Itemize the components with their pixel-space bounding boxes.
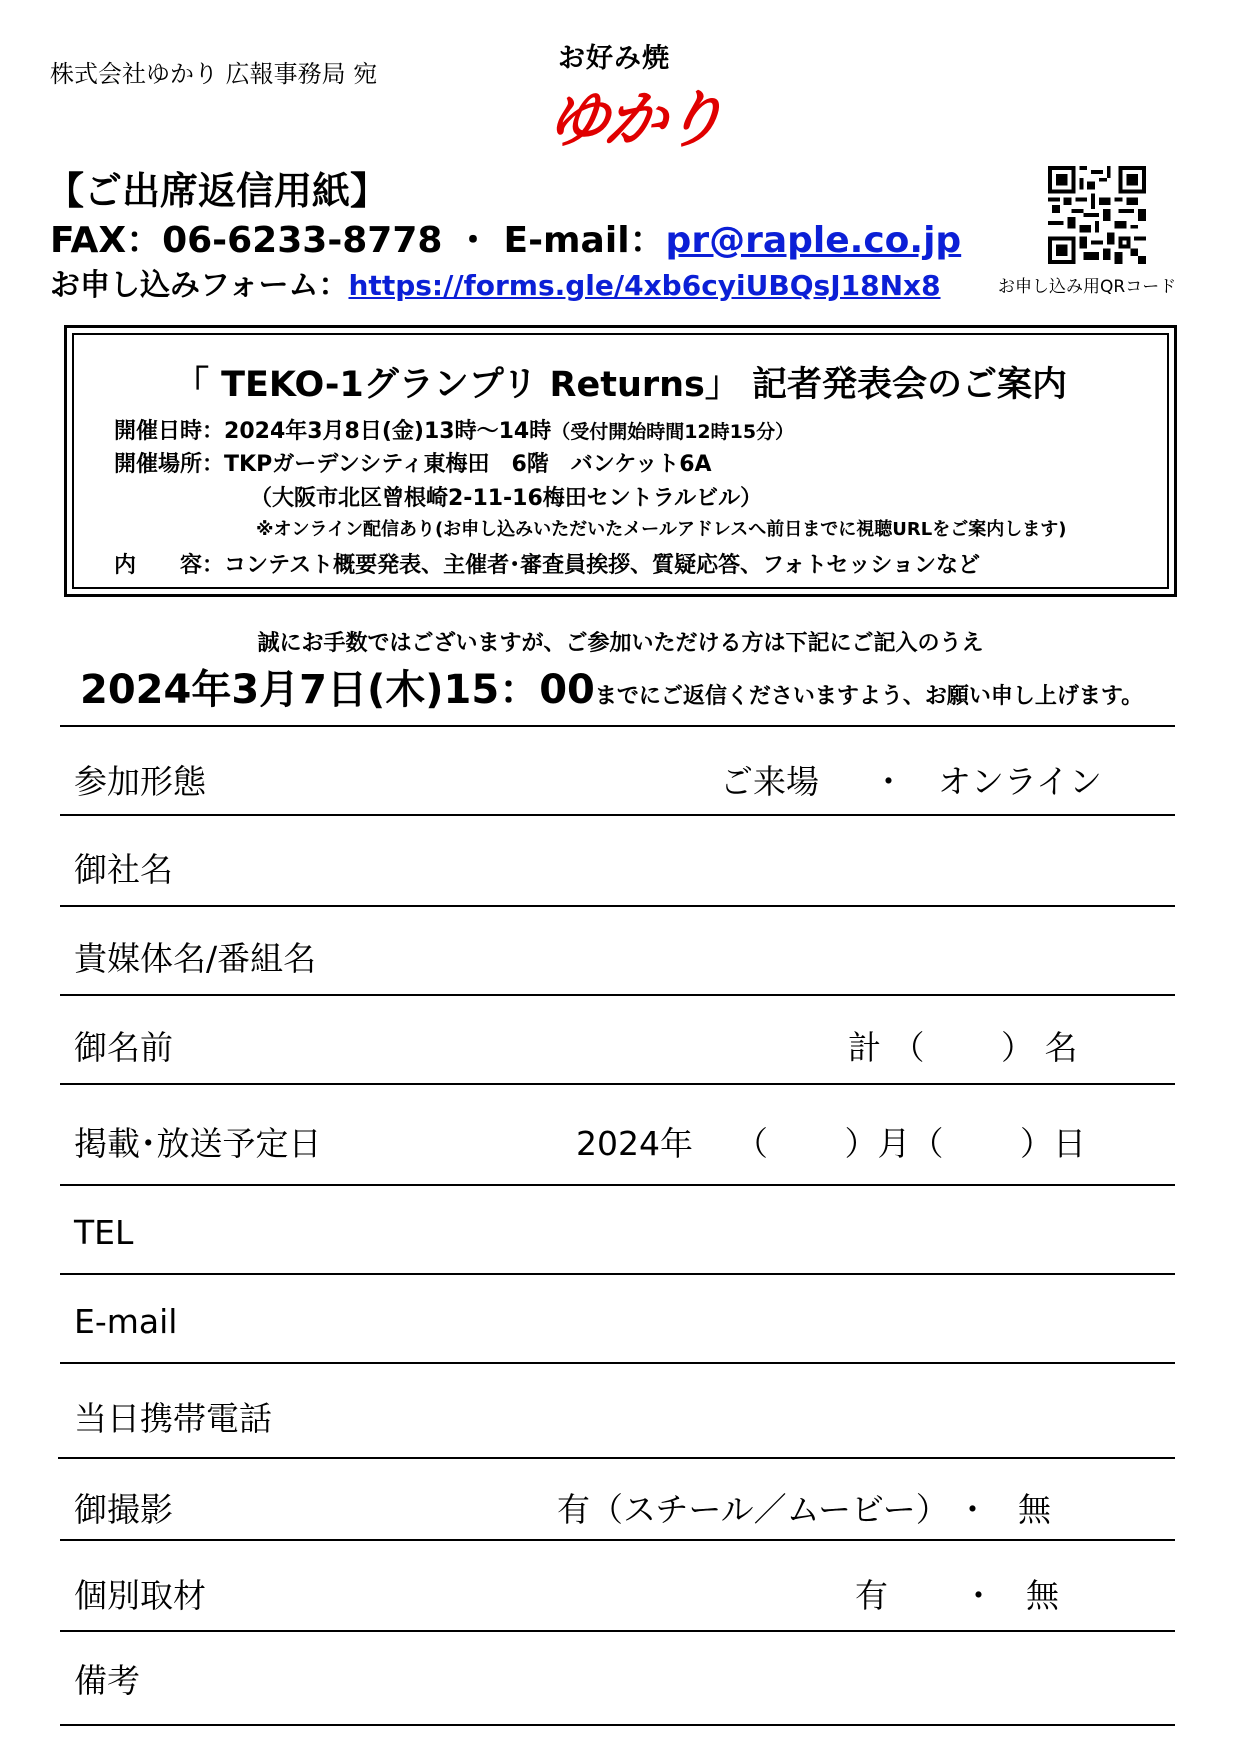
request-deadline-line	[80, 658, 1143, 715]
form-divider	[60, 814, 1175, 816]
form-label: お申し込みフォーム：	[50, 268, 349, 303]
publish-date-label: 掲載･放送予定日	[74, 1124, 322, 1163]
event-venue-row	[114, 447, 712, 478]
form-url-link[interactable]: https://forms.gle/4xb6cyiUBQsJ18Nx8	[348, 269, 941, 302]
attendee-count-field[interactable]: 計 （ ） 名	[848, 1028, 1078, 1067]
tel-label: TEL	[74, 1213, 134, 1252]
media-name-label: 貴媒体名/番組名	[74, 939, 317, 978]
publish-date-year: 2024年	[576, 1124, 693, 1163]
form-divider	[60, 1724, 1175, 1726]
participation-option-online[interactable]: オンライン	[938, 762, 1103, 801]
reply-deadline: 2024年3月7日(木)15：00	[80, 667, 595, 713]
interview-option-no[interactable]: 無	[1026, 1576, 1059, 1615]
request-lead: 誠にお手数ではございますが、ご参加いただける方は下記にご記入のうえ	[257, 631, 984, 656]
photography-separator: ・	[956, 1490, 989, 1529]
contact-line	[50, 212, 961, 263]
remarks-label: 備考	[74, 1661, 140, 1700]
form-divider	[60, 1273, 1175, 1275]
form-divider	[58, 1457, 1175, 1459]
event-content-label: 内 容：	[114, 553, 225, 578]
form-divider	[60, 725, 1175, 727]
yukari-logo	[530, 36, 727, 156]
event-date-note: （受付開始時間12時15分）	[551, 421, 795, 443]
event-notice-box	[64, 325, 1177, 597]
addressee: 株式会社ゆかり 広報事務局 宛	[50, 60, 378, 88]
event-venue-value: TKPガーデンシティ東梅田 6階 バンケット6A	[224, 452, 712, 477]
interview-label: 個別取材	[74, 1576, 206, 1615]
form-divider	[60, 1083, 1175, 1085]
email-link[interactable]: pr@raple.co.jp	[665, 220, 962, 261]
event-content-value: コンテスト概要発表、主催者･審査員挨拶、質疑応答、フォトセッションなど	[224, 553, 980, 578]
fax-label: FAX：06-6233-8778 ・ E-mail：	[50, 220, 666, 261]
interview-option-yes[interactable]: 有	[855, 1576, 888, 1615]
participation-separator: ・	[872, 762, 905, 801]
page-title: 【ご出席返信用紙】	[46, 169, 389, 213]
event-date-label: 開催日時：	[114, 419, 225, 444]
event-venue-label: 開催場所：	[114, 452, 225, 477]
form-divider	[60, 994, 1175, 996]
qr-code-icon	[1048, 166, 1146, 264]
interview-separator: ・	[962, 1576, 995, 1615]
participation-option-onsite[interactable]: ご来場	[720, 762, 819, 801]
form-line	[50, 260, 941, 304]
event-notice-title: 「 TEKO-1グランプリ Returns」 記者発表会のご案内	[173, 365, 1068, 405]
form-divider	[60, 1362, 1175, 1364]
logo-main-text: ゆかり	[542, 83, 727, 156]
attendee-name-label: 御名前	[74, 1028, 173, 1067]
participation-label: 参加形態	[74, 762, 206, 801]
form-divider	[60, 1630, 1175, 1632]
event-date-value: 2024年3月8日(金)13時～14時	[224, 419, 552, 444]
form-divider	[60, 905, 1175, 907]
online-stream-note: ※オンライン配信あり(お申し込みいただいたメールアドレスへ前日までに視聴URLをご案内します)	[256, 519, 1067, 540]
logo-top-text: お好み焼	[558, 43, 670, 74]
company-label: 御社名	[74, 850, 173, 889]
photography-option-yes[interactable]: 有（スチール／ムービー）	[557, 1490, 949, 1529]
event-venue-address: （大阪市北区曾根崎2-11-16梅田セントラルビル）	[250, 486, 763, 511]
event-content-row	[114, 548, 980, 579]
mobile-phone-label: 当日携帯電話	[74, 1399, 272, 1438]
email-label: E-mail	[74, 1302, 178, 1341]
event-notice-inner-border	[72, 333, 1169, 589]
form-divider	[60, 1539, 1175, 1541]
photography-label: 御撮影	[74, 1490, 173, 1529]
form-divider	[60, 1184, 1175, 1186]
photography-option-no[interactable]: 無	[1018, 1490, 1051, 1529]
qr-caption: お申し込み用QRコード	[998, 277, 1177, 297]
event-date-row	[114, 414, 794, 445]
reply-deadline-tail: までにご返信くださいますよう、お願い申し上げます。	[594, 684, 1144, 709]
publish-date-month-day-field[interactable]: （ ）月（ ）日	[735, 1124, 1086, 1163]
